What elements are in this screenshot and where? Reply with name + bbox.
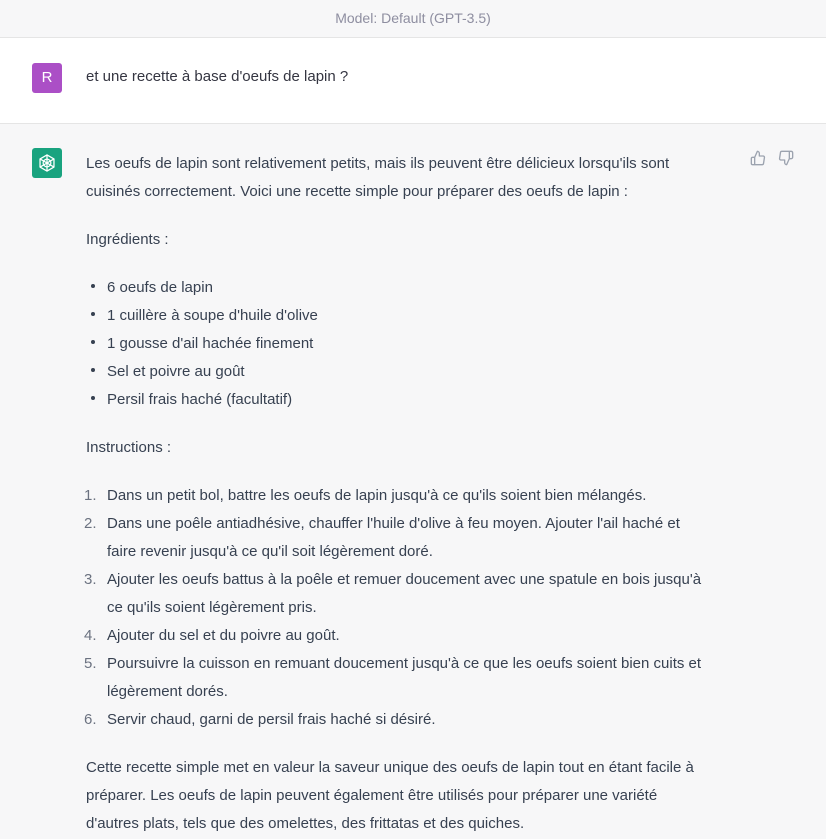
step-text: Ajouter du sel et du poivre au goût.: [107, 627, 340, 644]
thumbs-up-icon[interactable]: [750, 150, 768, 168]
step-item: [86, 622, 746, 650]
step-number: 6.: [84, 711, 97, 728]
step-number: 2.: [84, 515, 97, 532]
step-text: Servir chaud, garni de persil frais haché si désiré.: [107, 711, 436, 728]
ingredient-item: Sel et poivre au goût: [86, 358, 746, 386]
instructions-list: [86, 482, 746, 734]
outro-line: Cette recette simple met en valeur la saveur unique des oeufs de lapin tout en étant facile à: [86, 759, 694, 776]
user-message-row: [0, 38, 826, 124]
assistant-message-row: [0, 124, 826, 839]
user-message-text: et une recette à base d'oeufs de lapin ?: [86, 68, 349, 85]
model-label: Model: Default (GPT-3.5): [0, 0, 826, 38]
step-item: [86, 482, 746, 510]
step-number: 4.: [84, 627, 97, 644]
ingredient-item: 1 gousse d'ail hachée finement: [86, 330, 746, 358]
user-avatar: R: [32, 63, 62, 93]
step-number: 3.: [84, 571, 97, 588]
step-item: [86, 706, 746, 734]
thumbs-down-icon[interactable]: [778, 150, 796, 168]
step-text: ce qu'ils soient légèrement pris.: [107, 599, 317, 616]
instructions-heading: Instructions :: [86, 439, 172, 456]
ingredients-list: [86, 274, 746, 414]
step-text: Dans un petit bol, battre les oeufs de lapin jusqu'à ce qu'ils soient bien mélangés.: [107, 487, 647, 504]
step-number: 1.: [84, 487, 97, 504]
feedback-controls: [750, 150, 800, 170]
step-item: [86, 566, 746, 622]
step-text: Poursuivre la cuisson en remuant doucement jusqu'à ce que les oeufs soient bien cuits et: [107, 655, 702, 672]
assistant-message-content: [86, 150, 746, 838]
step-text: faire revenir jusqu'à ce qu'il soit légèrement doré.: [107, 543, 433, 560]
outro-line: d'autres plats, tels que des omelettes, des frittatas et des quiches.: [86, 815, 525, 832]
step-item: [86, 510, 746, 566]
step-text: légèrement dorés.: [107, 683, 228, 700]
step-text: Dans une poêle antiadhésive, chauffer l'huile d'olive à feu moyen. Ajouter l'ail haché et: [107, 515, 680, 532]
outro-line: préparer. Les oeufs de lapin peuvent également être utilisés pour préparer une variété: [86, 787, 658, 804]
ingredient-item: 6 oeufs de lapin: [86, 274, 746, 302]
intro-line: Les oeufs de lapin sont relativement petits, mais ils peuvent être délicieux lorsqu'ils sont: [86, 155, 670, 172]
ingredient-item: 1 cuillère à soupe d'huile d'olive: [86, 302, 746, 330]
intro-line: cuisinés correctement. Voici une recette simple pour préparer des oeufs de lapin :: [86, 183, 628, 200]
step-item: [86, 650, 746, 706]
step-text: Ajouter les oeufs battus à la poêle et remuer doucement avec une spatule en bois jusqu'à: [107, 571, 702, 588]
step-number: 5.: [84, 655, 97, 672]
ingredients-heading: Ingrédients :: [86, 231, 169, 248]
ingredient-item: Persil frais haché (facultatif): [86, 386, 746, 414]
openai-logo-icon: [32, 148, 62, 178]
